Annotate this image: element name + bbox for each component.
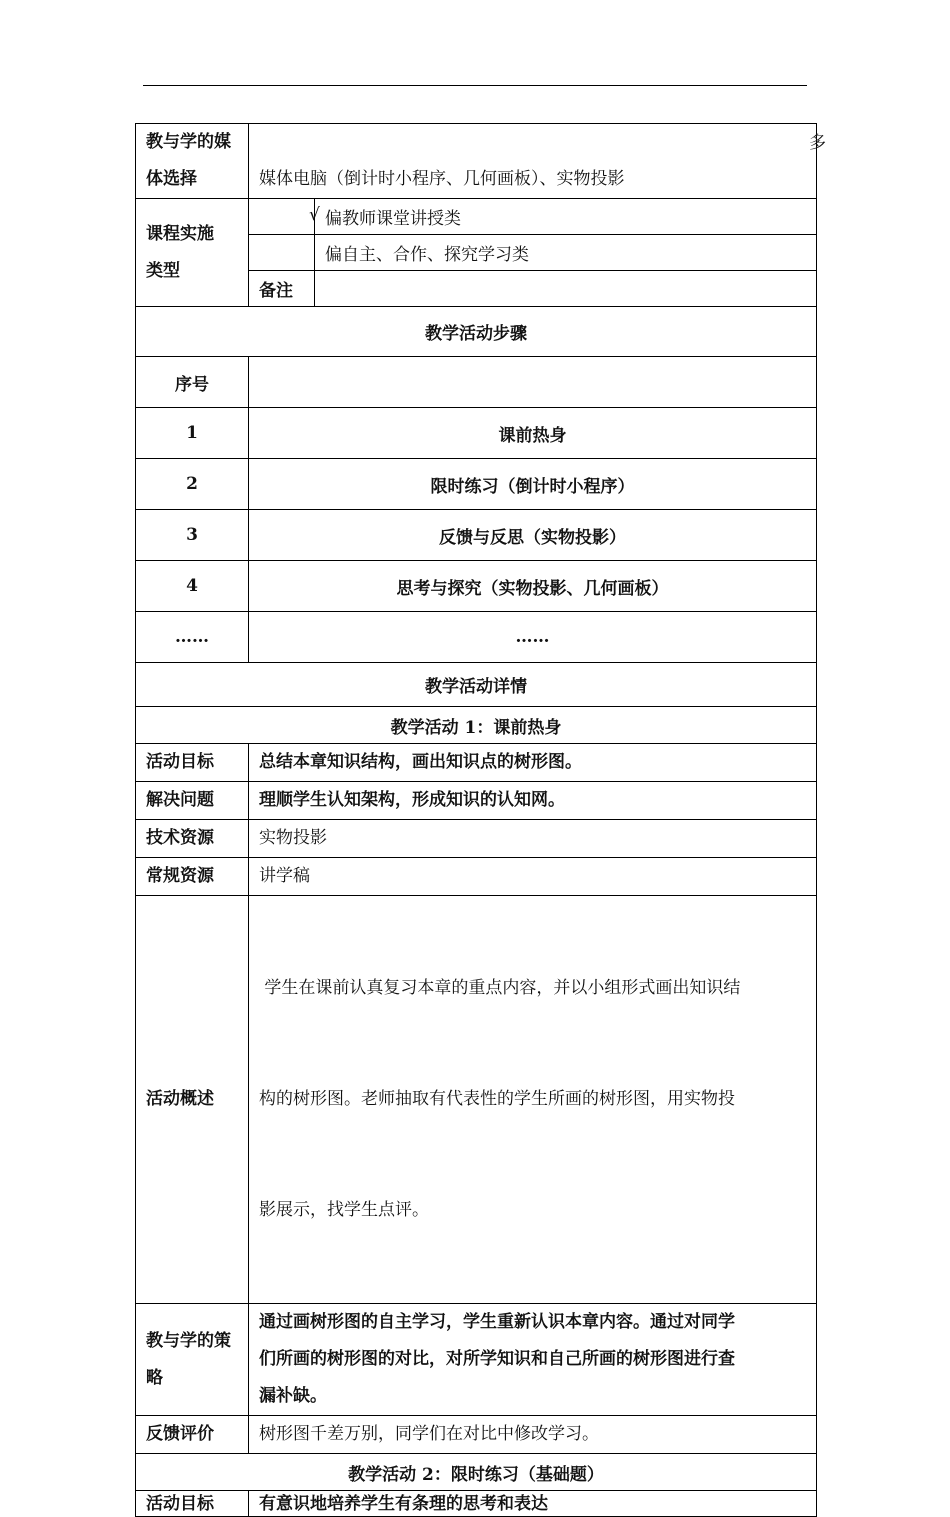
step-row (136, 408, 817, 459)
problem-text: 理顺学生认知架构，形成知识的认知网。 (249, 782, 817, 820)
step-row (136, 612, 817, 663)
activity1-title: 教学活动 1：课前热身 (136, 707, 817, 744)
header-rule (143, 85, 807, 86)
media-row (136, 124, 817, 199)
overview-text (249, 896, 817, 1304)
remark-label: 备注 (249, 271, 315, 307)
strategy-label-line2: 略 (146, 1367, 163, 1388)
feedback-text: 树形图千差万别，同学们在对比中修改学习。 (249, 1416, 817, 1454)
steps-header-row (136, 357, 817, 408)
lesson-plan-table (135, 123, 826, 1517)
step-no: 2 (136, 459, 249, 510)
activity2-goal-row (136, 1491, 817, 1517)
strategy-line: 们所画的树形图的对比，对所学知识和自己所画的树形图进行查 (259, 1349, 735, 1369)
regular-label: 常规资源 (136, 858, 249, 896)
regular-text: 讲学稿 (249, 858, 817, 896)
media-label (136, 124, 249, 199)
step-no: …… (136, 612, 249, 663)
activity1-overview-row (136, 896, 817, 1304)
media-content: 媒体电脑（倒计时小程序、几何画板）、实物投影 (259, 169, 625, 189)
activity1-feedback-row (136, 1416, 817, 1454)
steps-title: 教学活动步骤 (136, 307, 817, 357)
media-top-char: 多 (809, 133, 826, 153)
course-type-label-line2: 类型 (146, 260, 180, 281)
check-mark-icon: √ (309, 205, 320, 225)
feedback-label: 反馈评价 (136, 1416, 249, 1454)
media-label-line1: 教与学的媒 (146, 132, 231, 152)
step-row (136, 459, 817, 510)
steps-title-row (136, 307, 817, 357)
strategy-label-line1: 教与学的策 (146, 1330, 231, 1351)
details-title: 教学活动详情 (136, 663, 817, 707)
remark-content (315, 271, 817, 307)
course-type-check-cell-2 (249, 235, 315, 271)
course-type-label (136, 199, 249, 307)
activity2-title-row (136, 1454, 817, 1491)
strategy-label (136, 1304, 249, 1416)
activity2-title: 教学活动 2：限时练习（基础题） (136, 1454, 817, 1491)
overview-line: 构的树形图。老师抽取有代表性的学生所画的树形图，用实物投 (259, 1089, 735, 1109)
course-type-check-cell-1 (249, 199, 315, 235)
course-type-row-1 (136, 199, 817, 235)
tech-label: 技术资源 (136, 820, 249, 858)
step-name: 课前热身 (249, 408, 817, 459)
step-no: 4 (136, 561, 249, 612)
activity1-tech-row (136, 820, 817, 858)
course-type-option1: 偏教师课堂讲授类 (325, 209, 461, 229)
step-row (136, 510, 817, 561)
goal-text: 总结本章知识结构，画出知识点的树形图。 (249, 744, 817, 782)
step-row (136, 561, 817, 612)
problem-label: 解决问题 (136, 782, 249, 820)
strategy-line: 漏补缺。 (259, 1386, 327, 1406)
tech-text: 实物投影 (249, 820, 817, 858)
activity2-goal-label: 活动目标 (136, 1491, 249, 1517)
course-type-option2: 偏自主、合作、探究学习类 (315, 235, 817, 271)
step-name: 限时练习（倒计时小程序） (249, 459, 817, 510)
course-type-label-line1: 课程实施 (146, 223, 214, 244)
course-type-option1-cell (309, 199, 817, 235)
step-name: …… (249, 612, 817, 663)
media-label-line2: 体选择 (146, 169, 197, 189)
step-no: 3 (136, 510, 249, 561)
overview-line: 影展示，找学生点评。 (259, 1200, 429, 1220)
media-content-cell (249, 124, 826, 199)
activity1-regular-row (136, 858, 817, 896)
overview-line: 学生在课前认真复习本章的重点内容，并以小组形式画出知识结 (259, 978, 741, 998)
details-title-row (136, 663, 817, 707)
strategy-line: 通过画树形图的自主学习，学生重新认识本章内容。通过对同学 (259, 1312, 735, 1332)
activity1-problem-row (136, 782, 817, 820)
overview-label: 活动概述 (136, 896, 249, 1304)
activity1-strategy-row (136, 1304, 817, 1416)
strategy-text (249, 1304, 817, 1416)
step-name: 思考与探究（实物投影、几何画板） (249, 561, 817, 612)
step-no: 1 (136, 408, 249, 459)
goal-label: 活动目标 (136, 744, 249, 782)
activity2-goal-text: 有意识地培养学生有条理的思考和表达 (249, 1491, 817, 1517)
index-header: 序号 (136, 357, 249, 408)
steps-header-blank (249, 357, 817, 408)
activity1-title-row (136, 707, 817, 744)
step-name: 反馈与反思（实物投影） (249, 510, 817, 561)
activity1-goal-row (136, 744, 817, 782)
